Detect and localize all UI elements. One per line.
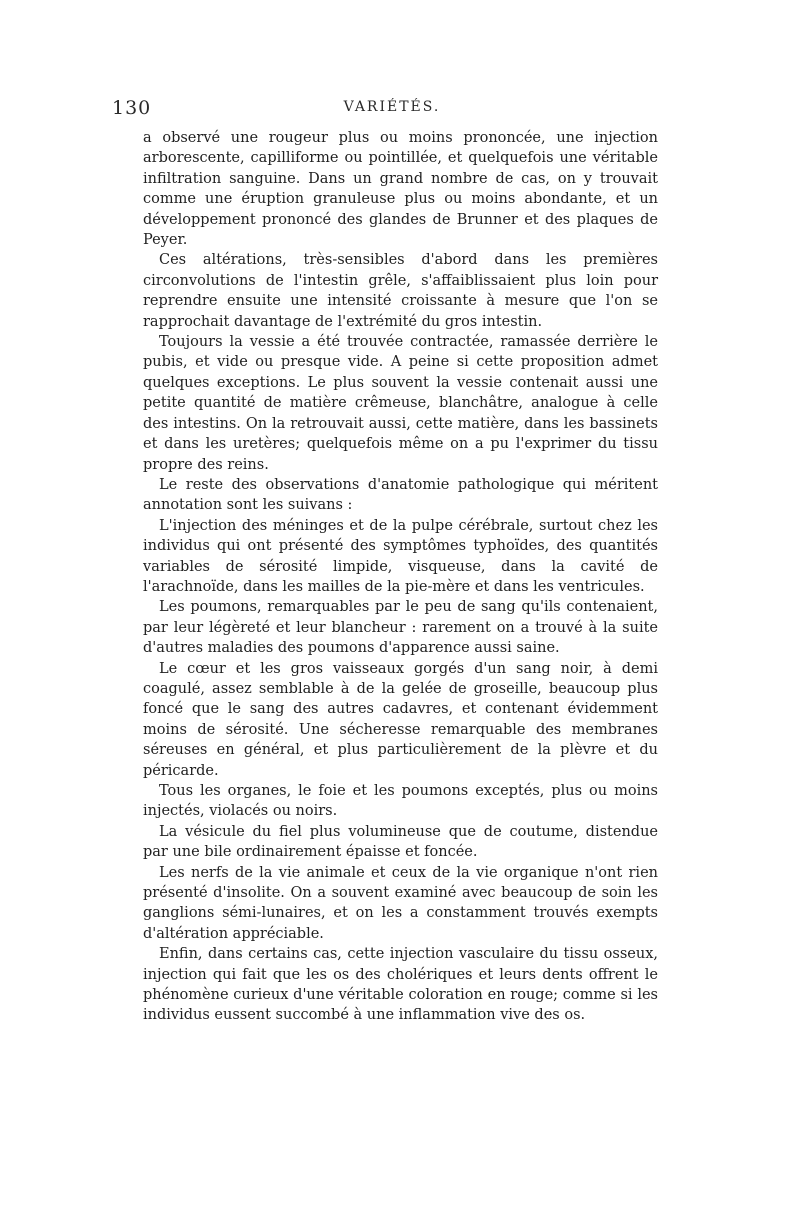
page-number: 130 [112,97,152,119]
paragraph: Ces altérations, très-sensibles d'abord dans les premières circonvolutions de l'intestin grêle, s'affaiblissaient plus loin pour reprendre ensuite une intensité croissante à mesure que l'on se rapprochait davantage de l'extrémité du gros intestin. [143,252,658,330]
body-text [143,128,658,1026]
paragraph: Les nerfs de la vie animale et ceux de la vie organique n'ont rien présenté d'insolite. On a souvent examiné avec beaucoup de soin les ganglions sémi-lunaires, et on les a constamment trouvés exempts d'altération appréciable. [143,864,658,942]
paragraph: Les poumons, remarquables par le peu de sang qu'ils contenaient, par leur légèreté et leur blancheur : rarement on a trouvé à la suite d'autres maladies des poumons d'apparence aussi saine. [143,599,658,657]
page-header [112,97,672,121]
paragraph: L'injection des méninges et de la pulpe cérébrale, surtout chez les individus qui ont présenté des symptômes typhoïdes, des quantités variables de sérosité limpide, visqueuse, dans la cavité de l'arachnoïde, dans les mailles de la pie-mère et dans les ventricules. [143,517,658,595]
paragraph: Toujours la vessie a été trouvée contractée, ramassée derrière le pubis, et vide ou presque vide. A peine si cette proposition admet quelques exceptions. Le plus souvent la vessie contenait aussi une petite quantité de matière crêmeuse, blanchâtre, analogue à celle des intestins. On la retrouvait aussi, cette matière, dans les bassinets et dans les uretères; quelquefois même on a pu l'exprimer du tissu propre des reins. [143,334,658,473]
paragraph: Le cœur et les gros vaisseaux gorgés d'un sang noir, à demi coagulé, assez semblable à de la gelée de groseille, beaucoup plus foncé que le sang des autres cadavres, et contenant évidemment moins de sérosité. Une sécheresse remarquable des membranes séreuses en général, et plus particulièrement de la plèvre et du péricarde. [143,660,658,779]
paragraph: Enfin, dans certains cas, cette injection vasculaire du tissu osseux, injection qui fait que les os des cholériques et leurs dents offrent le phénomène curieux d'une véritable coloration en rouge; comme si les individus eussent succombé à une inflammation vive des os. [143,946,658,1024]
paragraph: Tous les organes, le foie et les poumons exceptés, plus ou moins injectés, violacés ou noirs. [143,783,658,820]
running-title: VARIÉTÉS. [343,99,441,115]
paragraph: La vésicule du fiel plus volumineuse que de coutume, distendue par une bile ordinairement épaisse et foncée. [143,823,658,861]
paragraph: a observé une rougeur plus ou moins prononcée, une injection arborescente, capilliforme ou pointillée, et quelquefois une véritable infiltration sanguine. Dans un grand nombre de cas, on y trouvait comme une éruption granuleuse plus ou moins abondante, et un développement prononcé des glandes de Brunner et des plaques de Peyer. [143,130,658,249]
paragraph: Le reste des observations d'anatomie pathologique qui méritent annotation sont les suivans : [143,476,658,514]
